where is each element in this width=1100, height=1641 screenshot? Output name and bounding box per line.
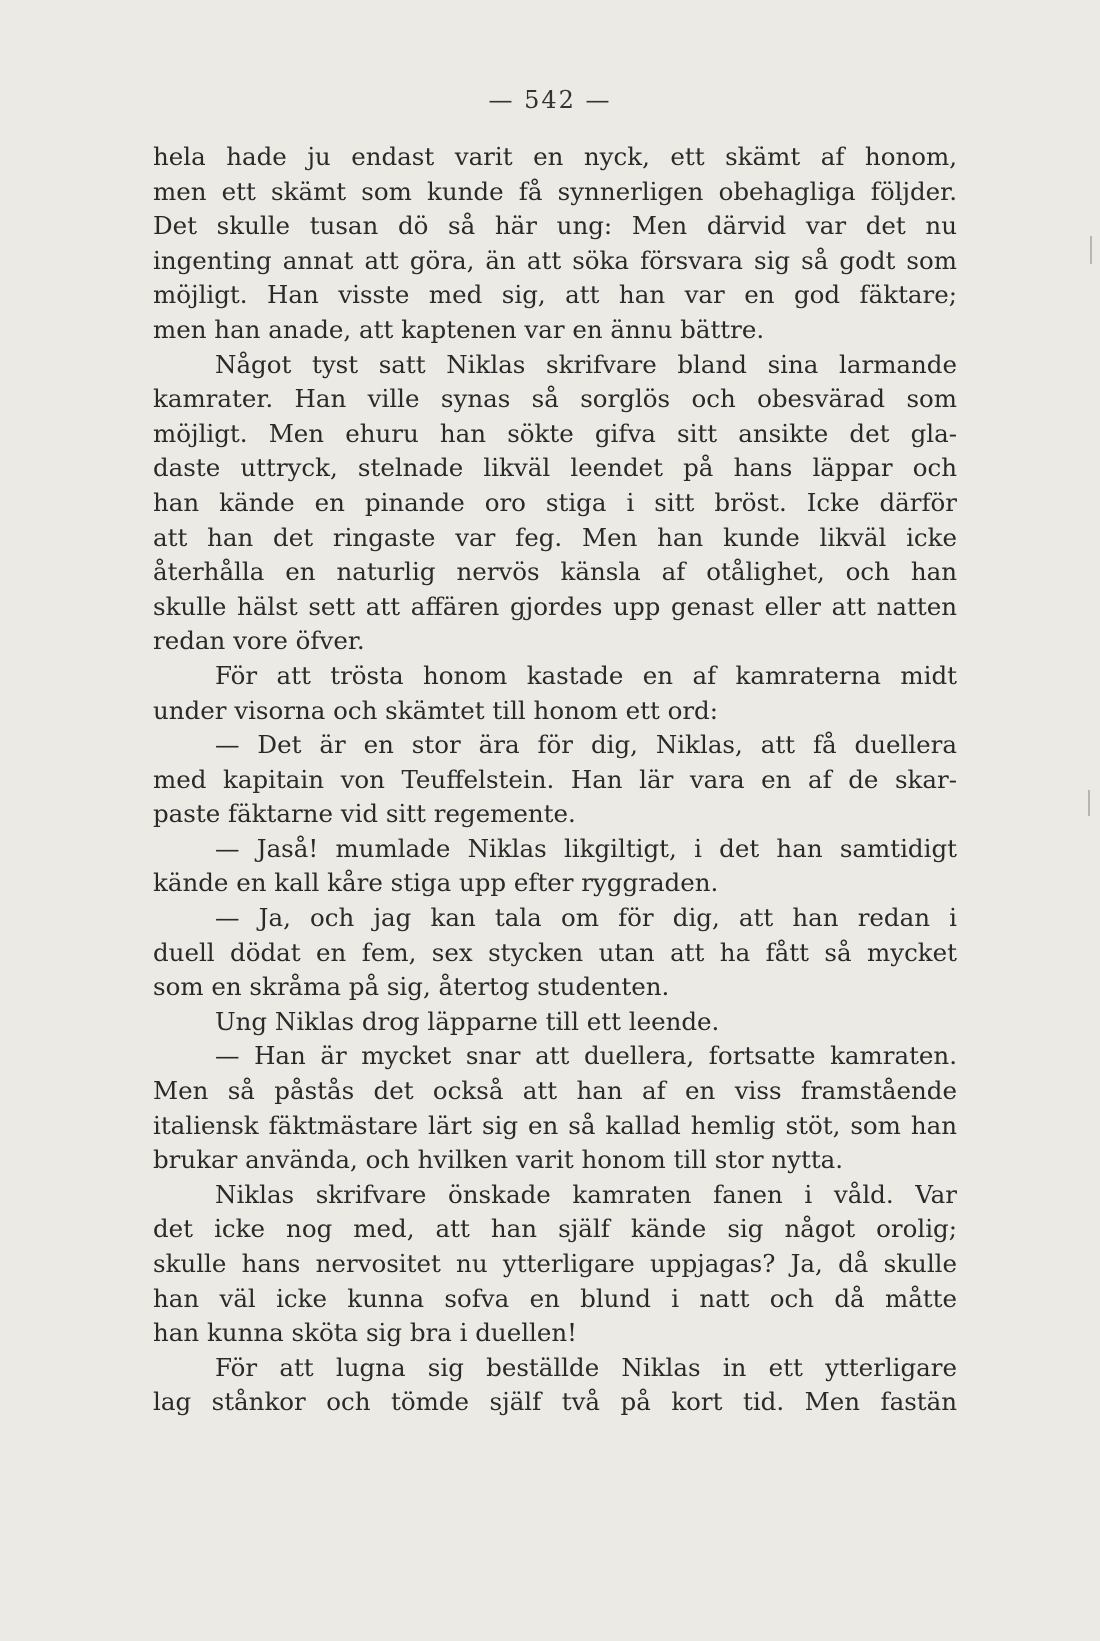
text-line: duell dödat en fem, sex stycken utan att ha fått så mycket xyxy=(153,937,957,967)
text-line: det icke nog med, att han själf kände sig något orolig; xyxy=(153,1214,957,1244)
text-line: att han det ringaste var feg. Men han kunde likväl icke xyxy=(153,522,957,552)
text-line: kamrater. Han ville synas så sorglös och obesvärad som xyxy=(153,384,957,414)
text-line: — Det är en stor ära för dig, Niklas, att få duellera xyxy=(215,730,957,760)
body-text xyxy=(153,140,957,1420)
text-line: ingenting annat att göra, än att söka försvara sig så godt som xyxy=(153,245,957,275)
text-line: Det skulle tusan dö så här ung: Men därvid var det nu xyxy=(153,211,957,241)
text-line: brukar använda, och hvilken varit honom till stor nytta. xyxy=(153,1145,844,1175)
text-line: återhålla en naturlig nervös känsla af otålighet, och han xyxy=(153,557,957,587)
scan-mark xyxy=(1090,236,1092,264)
text-line: — Ja, och jag kan tala om för dig, att han redan i xyxy=(215,903,957,933)
text-line: möjligt. Men ehuru han sökte gifva sitt ansikte det gla- xyxy=(153,418,957,448)
text-line: under visorna och skämtet till honom ett ord: xyxy=(153,695,718,725)
text-line: Något tyst satt Niklas skrifvare bland sina larmande xyxy=(215,349,957,379)
text-line: skulle hälst sett att affären gjordes upp genast eller att natten xyxy=(153,591,957,621)
text-line: paste fäktarne vid sitt regemente. xyxy=(153,799,576,829)
text-line: han kunna sköta sig bra i duellen! xyxy=(153,1318,577,1348)
text-line: med kapitain von Teuffelstein. Han lär vara en af de skar- xyxy=(153,764,957,794)
text-line: skulle hans nervositet nu ytterligare uppjagas? Ja, då skulle xyxy=(153,1249,957,1278)
text-line: — Jaså! mumlade Niklas likgiltigt, i det han samtidigt xyxy=(215,833,957,863)
text-line: kände en kall kåre stiga upp efter ryggraden. xyxy=(153,868,719,898)
page-number: — 542 — xyxy=(488,86,612,114)
text-line: — Han är mycket snar att duellera, fortsatte kamraten. xyxy=(215,1041,957,1071)
text-line: daste uttryck, stelnade likväl leendet på hans läppar och xyxy=(153,453,957,483)
text-line: men han anade, att kaptenen var en ännu bättre. xyxy=(153,314,765,344)
text-line: Men så påstås det också att han af en viss framstående xyxy=(153,1076,957,1106)
text-line: lag stånkor och tömde själf två på kort tid. Men fastän xyxy=(153,1387,957,1417)
text-line: han kände en pinande oro stiga i sitt bröst. Icke därför xyxy=(153,487,957,517)
text-line: hela hade ju endast varit en nyck, ett skämt af honom, xyxy=(153,142,957,171)
text-line: För att trösta honom kastade en af kamraterna midt xyxy=(215,660,957,690)
text-line: redan vore öfver. xyxy=(153,626,365,656)
text-line: han väl icke kunna sofva en blund i natt och då måtte xyxy=(153,1283,957,1313)
text-line: Niklas skrifvare önskade kamraten fanen i våld. Var xyxy=(215,1179,957,1209)
text-line: som en skråma på sig, återtog studenten. xyxy=(153,972,670,1002)
text-line: men ett skämt som kunde få synnerligen obehagliga följder. xyxy=(153,176,957,206)
text-line: italiensk fäktmästare lärt sig en så kallad hemlig stöt, som han xyxy=(153,1110,957,1140)
text-line: möjligt. Han visste med sig, att han var en god fäktare; xyxy=(153,280,957,310)
scan-mark xyxy=(1088,790,1090,816)
text-line: Ung Niklas drog läpparne till ett leende. xyxy=(215,1006,720,1036)
text-line: För att lugna sig beställde Niklas in ett ytterligare xyxy=(215,1352,957,1382)
